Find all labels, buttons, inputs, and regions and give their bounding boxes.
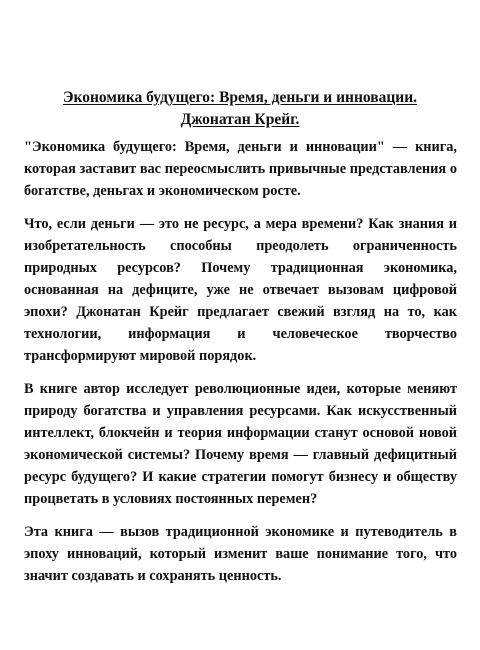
paragraph-conclusion: Эта книга — вызов традиционной экономике и путеводитель в эпоху инноваций, который изменит ваше понимание того, что значит создавать и сохранять ценность. xyxy=(24,524,457,584)
paragraph-intro: "Экономика будущего: Время, деньги и инновации" — книга, которая заставит вас переосмыслить привычные представления о богатстве, деньгах и экономическом росте. xyxy=(24,139,457,199)
title-line-2: Джонатан Крейг. xyxy=(180,111,300,128)
title-line-1: Экономика будущего: Время, деньги и инновации. xyxy=(62,89,418,106)
document-body xyxy=(24,136,457,598)
paragraph-questions: Что, если деньги — это не ресурс, а мера времени? Как знания и изобретательность способны преодолеть ограниченность природных ресурсов? Почему традиционная экономика, основанная на дефиците, уже не отвечает вызовам цифровой эпохи? Джонатан Крейг предлагает свежий взгляд на то, как технологии, информация и человеческое творчество трансформируют мировой порядок. xyxy=(24,216,457,364)
document-title xyxy=(24,87,456,131)
paragraph-ideas: В книге автор исследует революционные идеи, которые меняют природу богатства и управления ресурсами. Как искусственный интеллект, блокчейн и теория информации станут основой новой экономической системы? Почему время — главный дефицитный ресурс будущего? И какие стратегии помогут бизнесу и обществу процветать в условиях постоянных перемен? xyxy=(24,381,457,507)
